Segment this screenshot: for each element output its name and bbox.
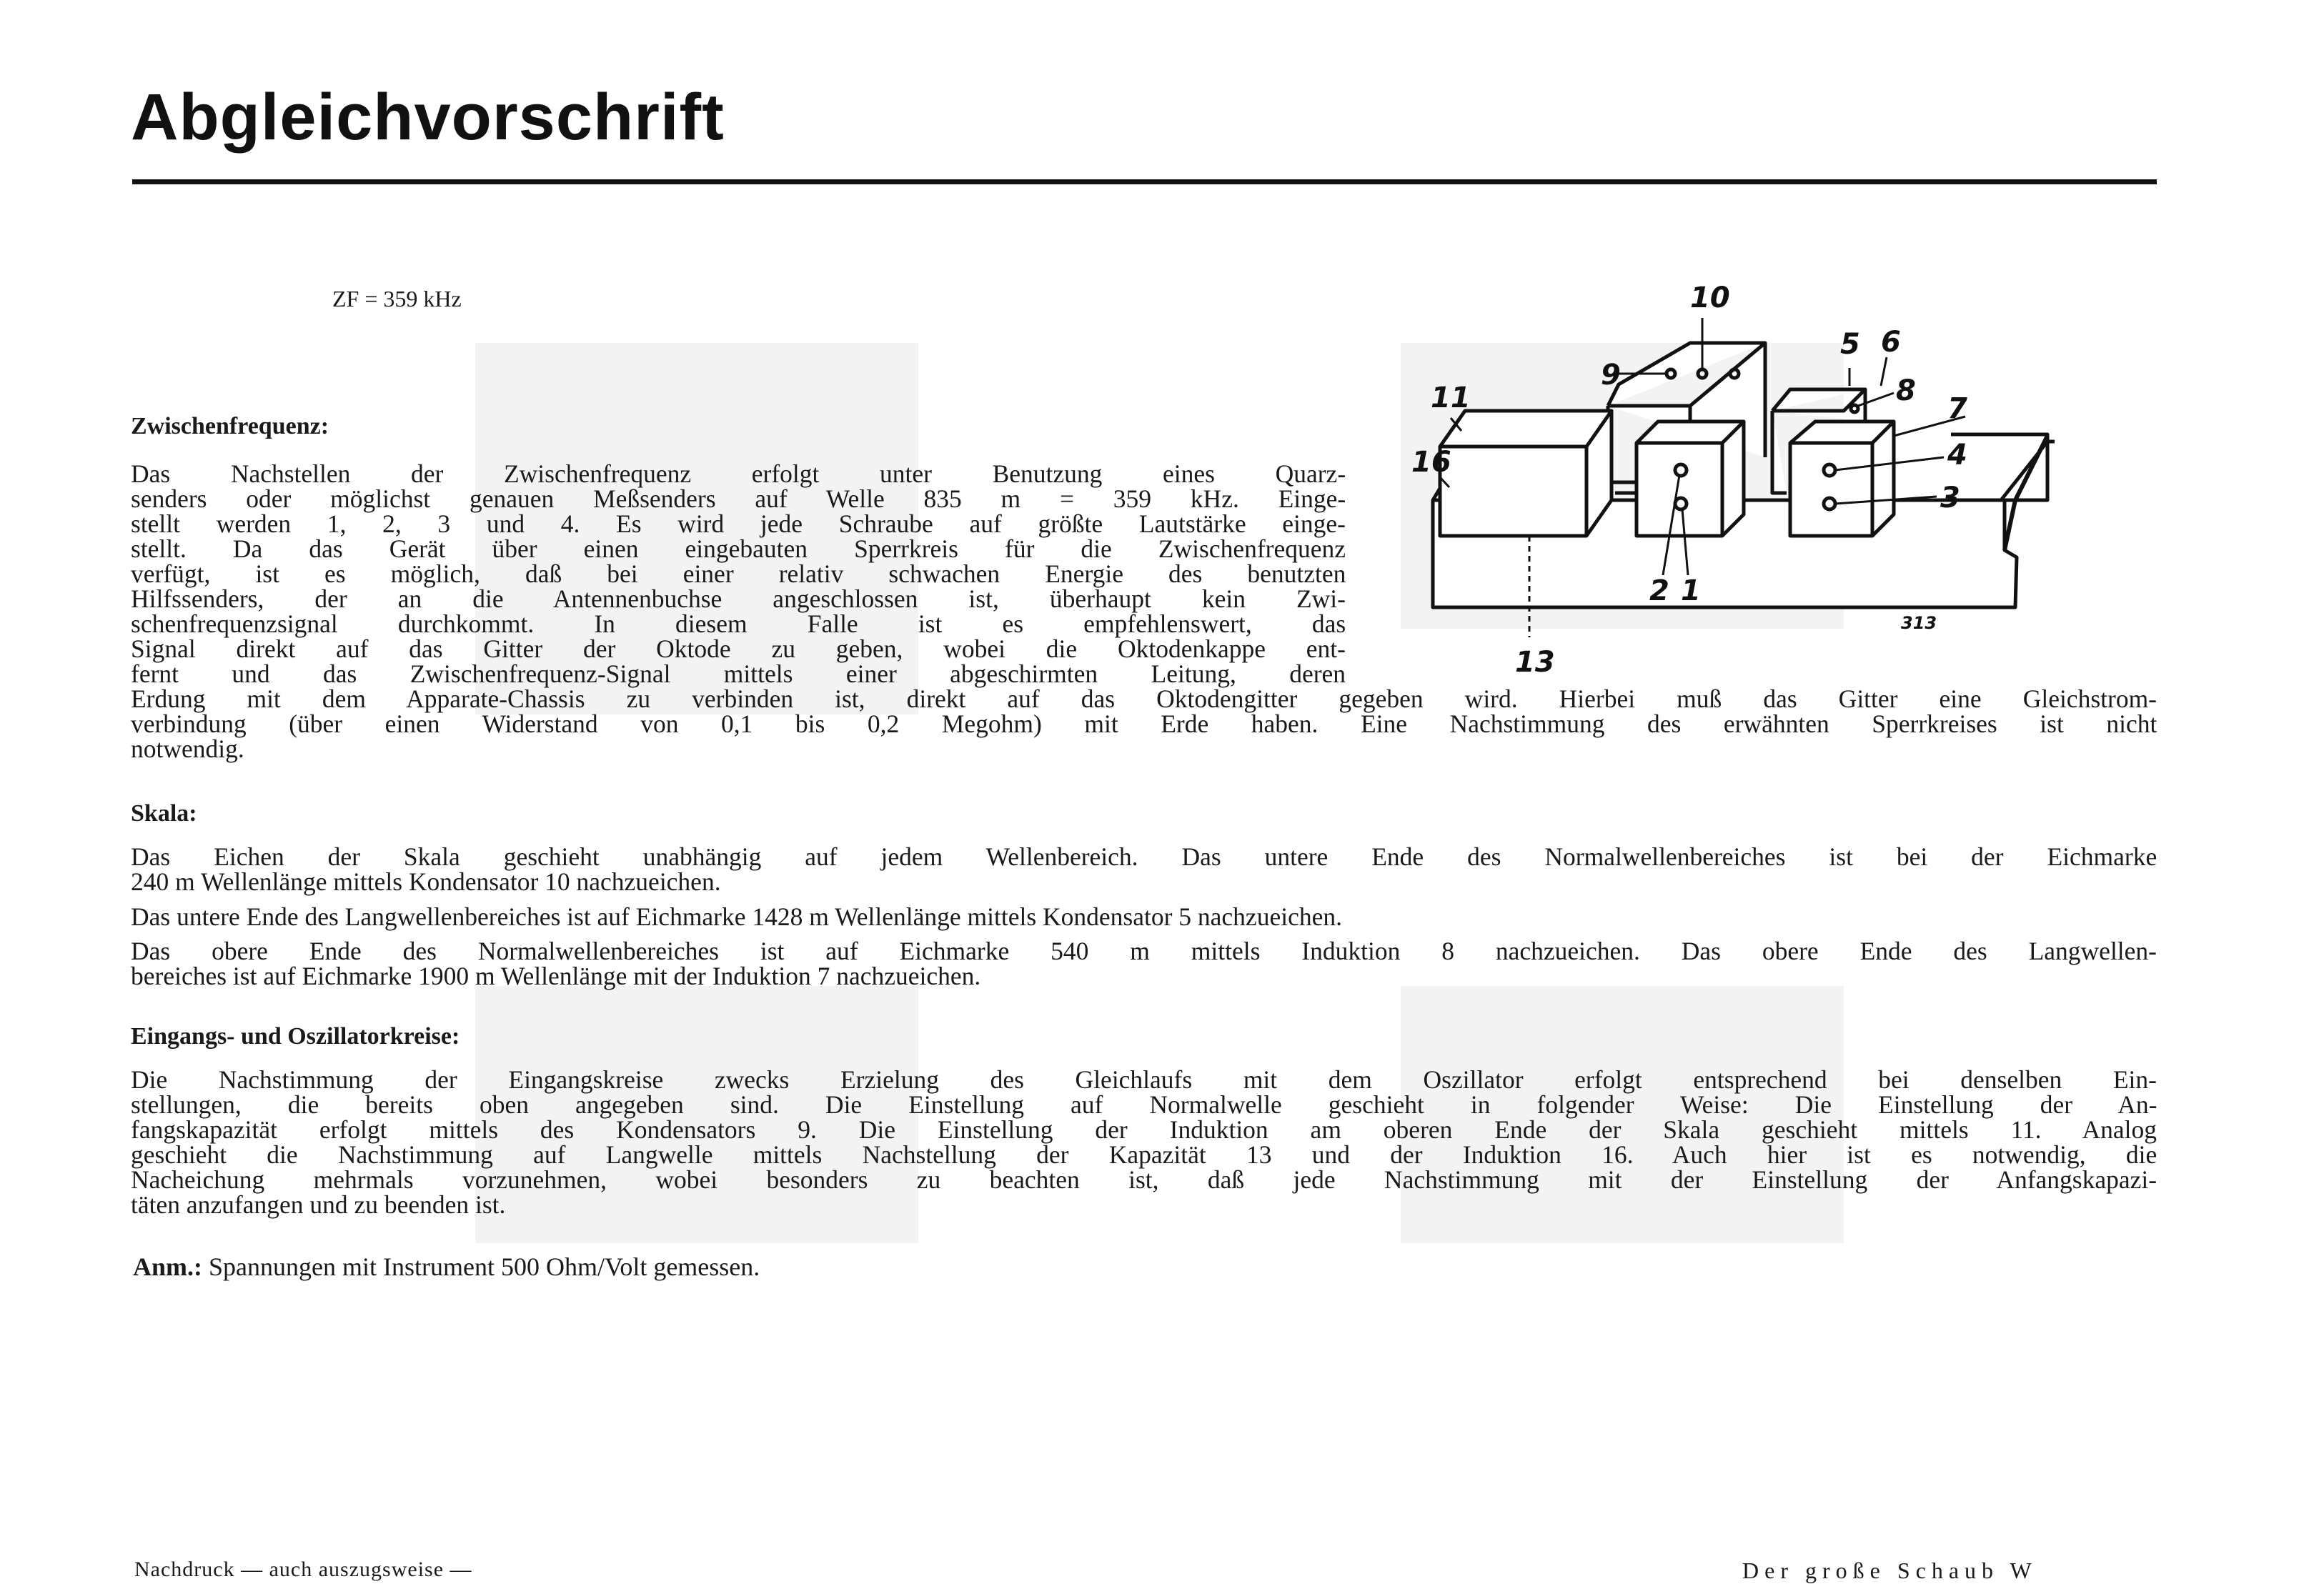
paragraph-skala-2 <box>131 902 2157 931</box>
figure-number: 313 <box>1901 613 1937 633</box>
text-line: Nacheichung mehrmals vorzunehmen, wobei besonders zu beachten ist, daß jede Nachstimmung mit der Einstellung der Anfangskapazi- <box>131 1165 2157 1194</box>
footer-reprint-note: Nachdruck — auch auszugsweise — <box>134 1558 472 1581</box>
text-line: stellt werden 1, 2, 3 und 4. Es wird jede Schraube auf größte Lautstärke einge- <box>131 509 1346 538</box>
text-line: fangskapazität erfolgt mittels des Kondensators 9. Die Einstellung der Induktion am oberen Ende der Skala geschieht mittels 11. Analog <box>131 1115 2157 1144</box>
text-line: Signal direkt auf das Gitter der Oktode zu geben, wobei die Oktodenkappe ent- <box>131 634 1346 663</box>
heading-eingangskreise: Eingangs- und Oszillatorkreise: <box>131 1023 460 1050</box>
text-line: fernt und das Zwischenfrequenz-Signal mittels einer abgeschirmten Leitung, deren <box>131 659 1346 688</box>
label-6: 6 <box>1881 326 1901 359</box>
paragraph-eingangskreise <box>131 1067 2157 1217</box>
alignment-diagram <box>1401 286 2115 686</box>
text-line: Das Eichen der Skala geschieht unabhängig auf jedem Wellenbereich. Das untere Ende des Normalwellenbereiches ist bei der Eichmarke <box>131 842 2157 871</box>
title-rule <box>132 179 2157 184</box>
label-11: 11 <box>1431 382 1471 414</box>
page-title: Abgleichvorschrift <box>131 81 725 154</box>
chassis-edge <box>2005 436 2047 550</box>
label-8: 8 <box>1896 374 1916 407</box>
heading-zwischenfrequenz: Zwischenfrequenz: <box>131 413 329 439</box>
text-line: Erdung mit dem Apparate-Chassis zu verbinden ist, direkt auf das Oktodengitter gegeben wird. Hierbei muß das Gitter eine Gleichstrom- <box>131 684 2157 713</box>
text-line: stellungen, die bereits oben angegeben sind. Die Einstellung auf Normalwelle geschieht in folgender Weise: Die Einstellung der An- <box>131 1090 2157 1119</box>
label-10: 10 <box>1690 286 1730 314</box>
text-line: geschieht die Nachstimmung auf Langwelle mittels Nachstellung der Kapazität 13 und der Induktion 16. Auch hier ist es notwendig, die <box>131 1140 2157 1169</box>
label-16: 16 <box>1411 446 1451 479</box>
note-label: Anm.: <box>133 1252 202 1281</box>
label-3: 3 <box>1940 482 1960 514</box>
label-7: 7 <box>1947 392 1967 425</box>
text-line: Das untere Ende des Langwellenbereiches ist auf Eichmarke 1428 m Wellenlänge mittels Kondensator 5 nachzueichen. <box>131 902 1342 931</box>
label-2: 2 <box>1649 574 1669 607</box>
text-line: stellt. Da das Gerät über einen eingebauten Sperrkreis für die Zwischenfrequenz <box>131 534 1346 563</box>
note-text: Spannungen mit Instrument 500 Ohm/Volt gemessen. <box>209 1252 760 1281</box>
text-line: senders oder möglichst genauen Meßsenders auf Welle 835 m = 359 kHz. Einge- <box>131 484 1346 513</box>
text-line: bereiches ist auf Eichmarke 1900 m Wellenlänge mit der Induktion 7 nachzueichen. <box>131 962 981 990</box>
text-line: 240 m Wellenlänge mittels Kondensator 10 nachzueichen. <box>131 867 721 896</box>
paragraph-skala-1 <box>131 842 2157 896</box>
paragraph-zwischenfrequenz-continued <box>131 684 2157 763</box>
text-line: täten anzufangen und zu beenden ist. <box>131 1190 506 1219</box>
paragraph-zwischenfrequenz <box>131 459 1346 688</box>
footer-publication: Der große Schaub W <box>1742 1558 2037 1583</box>
text-line: Das obere Ende des Normalwellenbereiches ist auf Eichmarke 540 m mittels Induktion 8 nachzueichen. Das obere Ende des Langwellen- <box>131 937 2157 965</box>
text-line: Die Nachstimmung der Eingangskreise zwecks Erzielung des Gleichlaufs mit dem Oszillator erfolgt entsprechend bei denselben Ein- <box>131 1065 2157 1094</box>
note <box>133 1252 760 1281</box>
text-line: Hilfssenders, der an die Antennenbuchse angeschlossen ist, überhaupt kein Zwi- <box>131 584 1346 613</box>
paragraph-skala-3 <box>131 939 2157 989</box>
label-5: 5 <box>1840 328 1860 361</box>
screw-10 <box>1698 369 1707 378</box>
zf-value: ZF = 359 kHz <box>332 286 462 312</box>
label-4: 4 <box>1947 439 1967 472</box>
label-9: 9 <box>1601 359 1621 392</box>
text-line: notwendig. <box>131 734 244 763</box>
text-line: schenfrequenzsignal durchkommt. In diesem Falle ist es empfehlenswert, das <box>131 609 1346 638</box>
text-line: verfügt, ist es möglich, daß bei einer relativ schwachen Energie des benutzten <box>131 559 1346 588</box>
label-1: 1 <box>1681 574 1701 607</box>
heading-skala: Skala: <box>131 800 197 827</box>
label-13: 13 <box>1515 646 1555 679</box>
text-line: Das Nachstellen der Zwischenfrequenz erfolgt unter Benutzung eines Quarz- <box>131 459 1346 488</box>
text-line: verbindung (über einen Widerstand von 0,1 bis 0,2 Megohm) mit Erde haben. Eine Nachstimmung des erwähnten Sperrkreises ist nicht <box>131 709 2157 738</box>
